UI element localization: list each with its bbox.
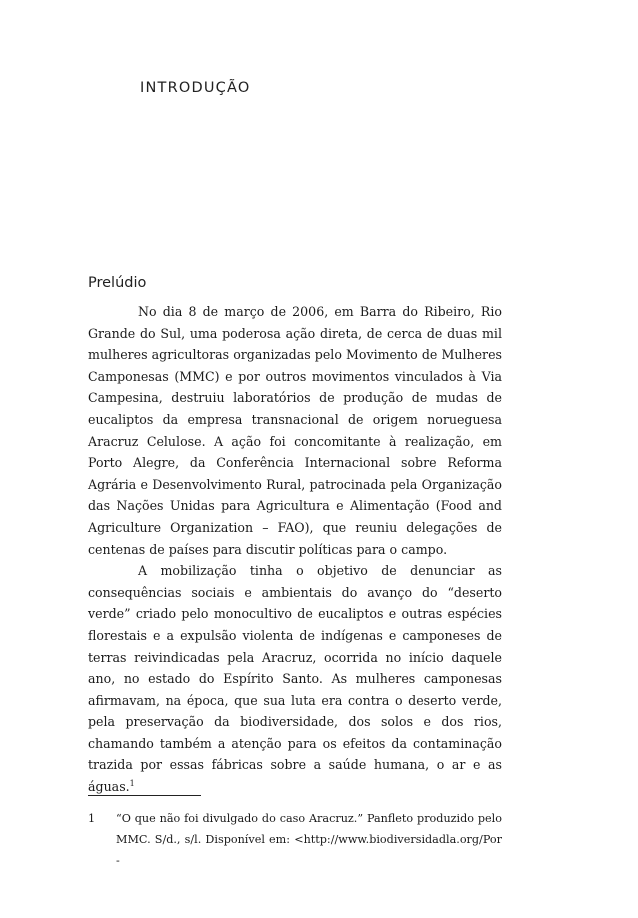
chapter-title: INTRODUÇÃO (140, 80, 251, 96)
footnote (88, 808, 502, 871)
footnote-number: 1 (88, 812, 96, 825)
paragraph-2-text: A mobilização tinha o objetivo de denunciar as consequências sociais e ambientais do avanço do “deserto verde” criado pelo monocultivo de eucaliptos e outras espécies florestais e a expulsão violenta de indígenas e camponeses de terras reivindicadas pela Aracruz, ocorrida no início daquele ano, no estado do Espírito Santo. As mulheres camponesas afirmavam, na época, que sua luta era contra o deserto verde, pela preservação da biodiversidade, dos solos e dos rios, chamando também a atenção para os efeitos da contaminação trazida por essas fábricas sobre a saúde humana, o ar e as águas. (88, 563, 502, 795)
body-text (88, 301, 502, 798)
footnote-text: “O que não foi divulgado do caso Aracruz.” Panfleto produzido pelo MMC. S/d., s/l. Disponível em: <http://www.biodiversidadla.org/Por- (116, 812, 502, 867)
footnote-reference: 1 (129, 778, 135, 788)
paragraph-1: No dia 8 de março de 2006, em Barra do Ribeiro, Rio Grande do Sul, uma poderosa ação direta, de cerca de duas mil mulheres agricultoras organizadas pelo Movimento de Mulheres Camponesas (MMC) e por outros movimentos vinculados à Via Campesina, destruiu laboratórios de produção de mudas de eucaliptos da empresa transnacional de origem norueguesa Aracruz Celulose. A ação foi concomitante à realização, em Porto Alegre, da Conferência Internacional sobre Reforma Agrária e Desenvolvimento Rural, patrocinada pela Organização das Nações Unidas para Agricultura e Alimentação (Food and Agriculture Organization – FAO), que reuniu delegações de centenas de países para discutir políticas para o campo. (88, 304, 502, 557)
section-title: Prelúdio (88, 275, 147, 291)
paragraph-2 (88, 560, 502, 798)
footnote-divider (88, 795, 201, 796)
